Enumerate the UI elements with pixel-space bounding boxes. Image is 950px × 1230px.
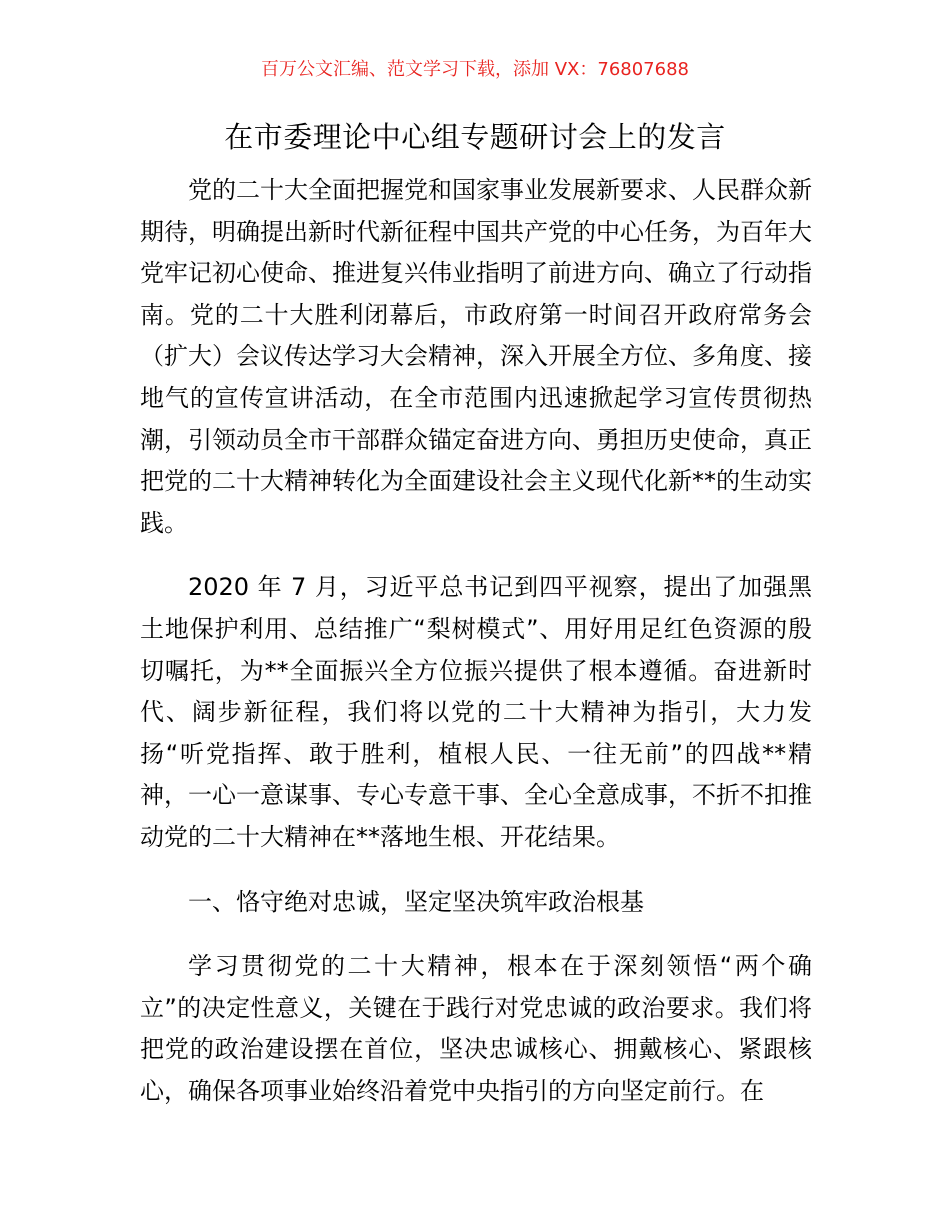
- watermark-header: 百万公文汇编、范文学习下载，添加 VX：76807688: [261, 59, 689, 80]
- section-heading-1: 一、恪守绝对忠诚，坚定坚决筑牢政治根基: [188, 887, 644, 916]
- document-body: [140, 170, 812, 1112]
- document-title: 在市委理论中心组专题研讨会上的发言: [224, 120, 726, 154]
- paragraph-2: 2020 年 7 月，习近平总书记到四平视察，提出了加强黑土地保护利用、总结推广“梨树模式”、用好用足红色资源的殷切嘱托，为**全面振兴全方位振兴提供了根本遵循。奋进新时代、阔步新征程，我们将以党的二十大精神为指引，大力发扬“听党指挥、敢于胜利，植根人民、一往无前”的四战**精神，一心一意谋事、专心专意干事、全心全意成事，不折不扣推动党的二十大精神在**落地生根、开花结果。: [140, 573, 812, 851]
- paragraph-3: 学习贯彻党的二十大精神，根本在于深刻领悟“两个确立”的决定性意义，关键在于践行对党忠诚的政治要求。我们将把党的政治建设摆在首位，坚决忠诚核心、拥戴核心、紧跟核心，确保各项事业始终沿着党中央指引的方向坚定前行。在: [140, 952, 812, 1105]
- paragraph-1: 党的二十大全面把握党和国家事业发展新要求、人民群众新期待，明确提出新时代新征程中国共产党的中心任务，为百年大党牢记初心使命、推进复兴伟业指明了前进方向、确立了行动指南。党的二十大胜利闭幕后，市政府第一时间召开政府常务会（扩大）会议传达学习大会精神，深入开展全方位、多角度、接地气的宣传宣讲活动，在全市范围内迅速掀起学习宣传贯彻热潮，引领动员全市干部群众锚定奋进方向、勇担历史使命，真正把党的二十大精神转化为全面建设社会主义现代化新**的生动实践。: [140, 176, 812, 537]
